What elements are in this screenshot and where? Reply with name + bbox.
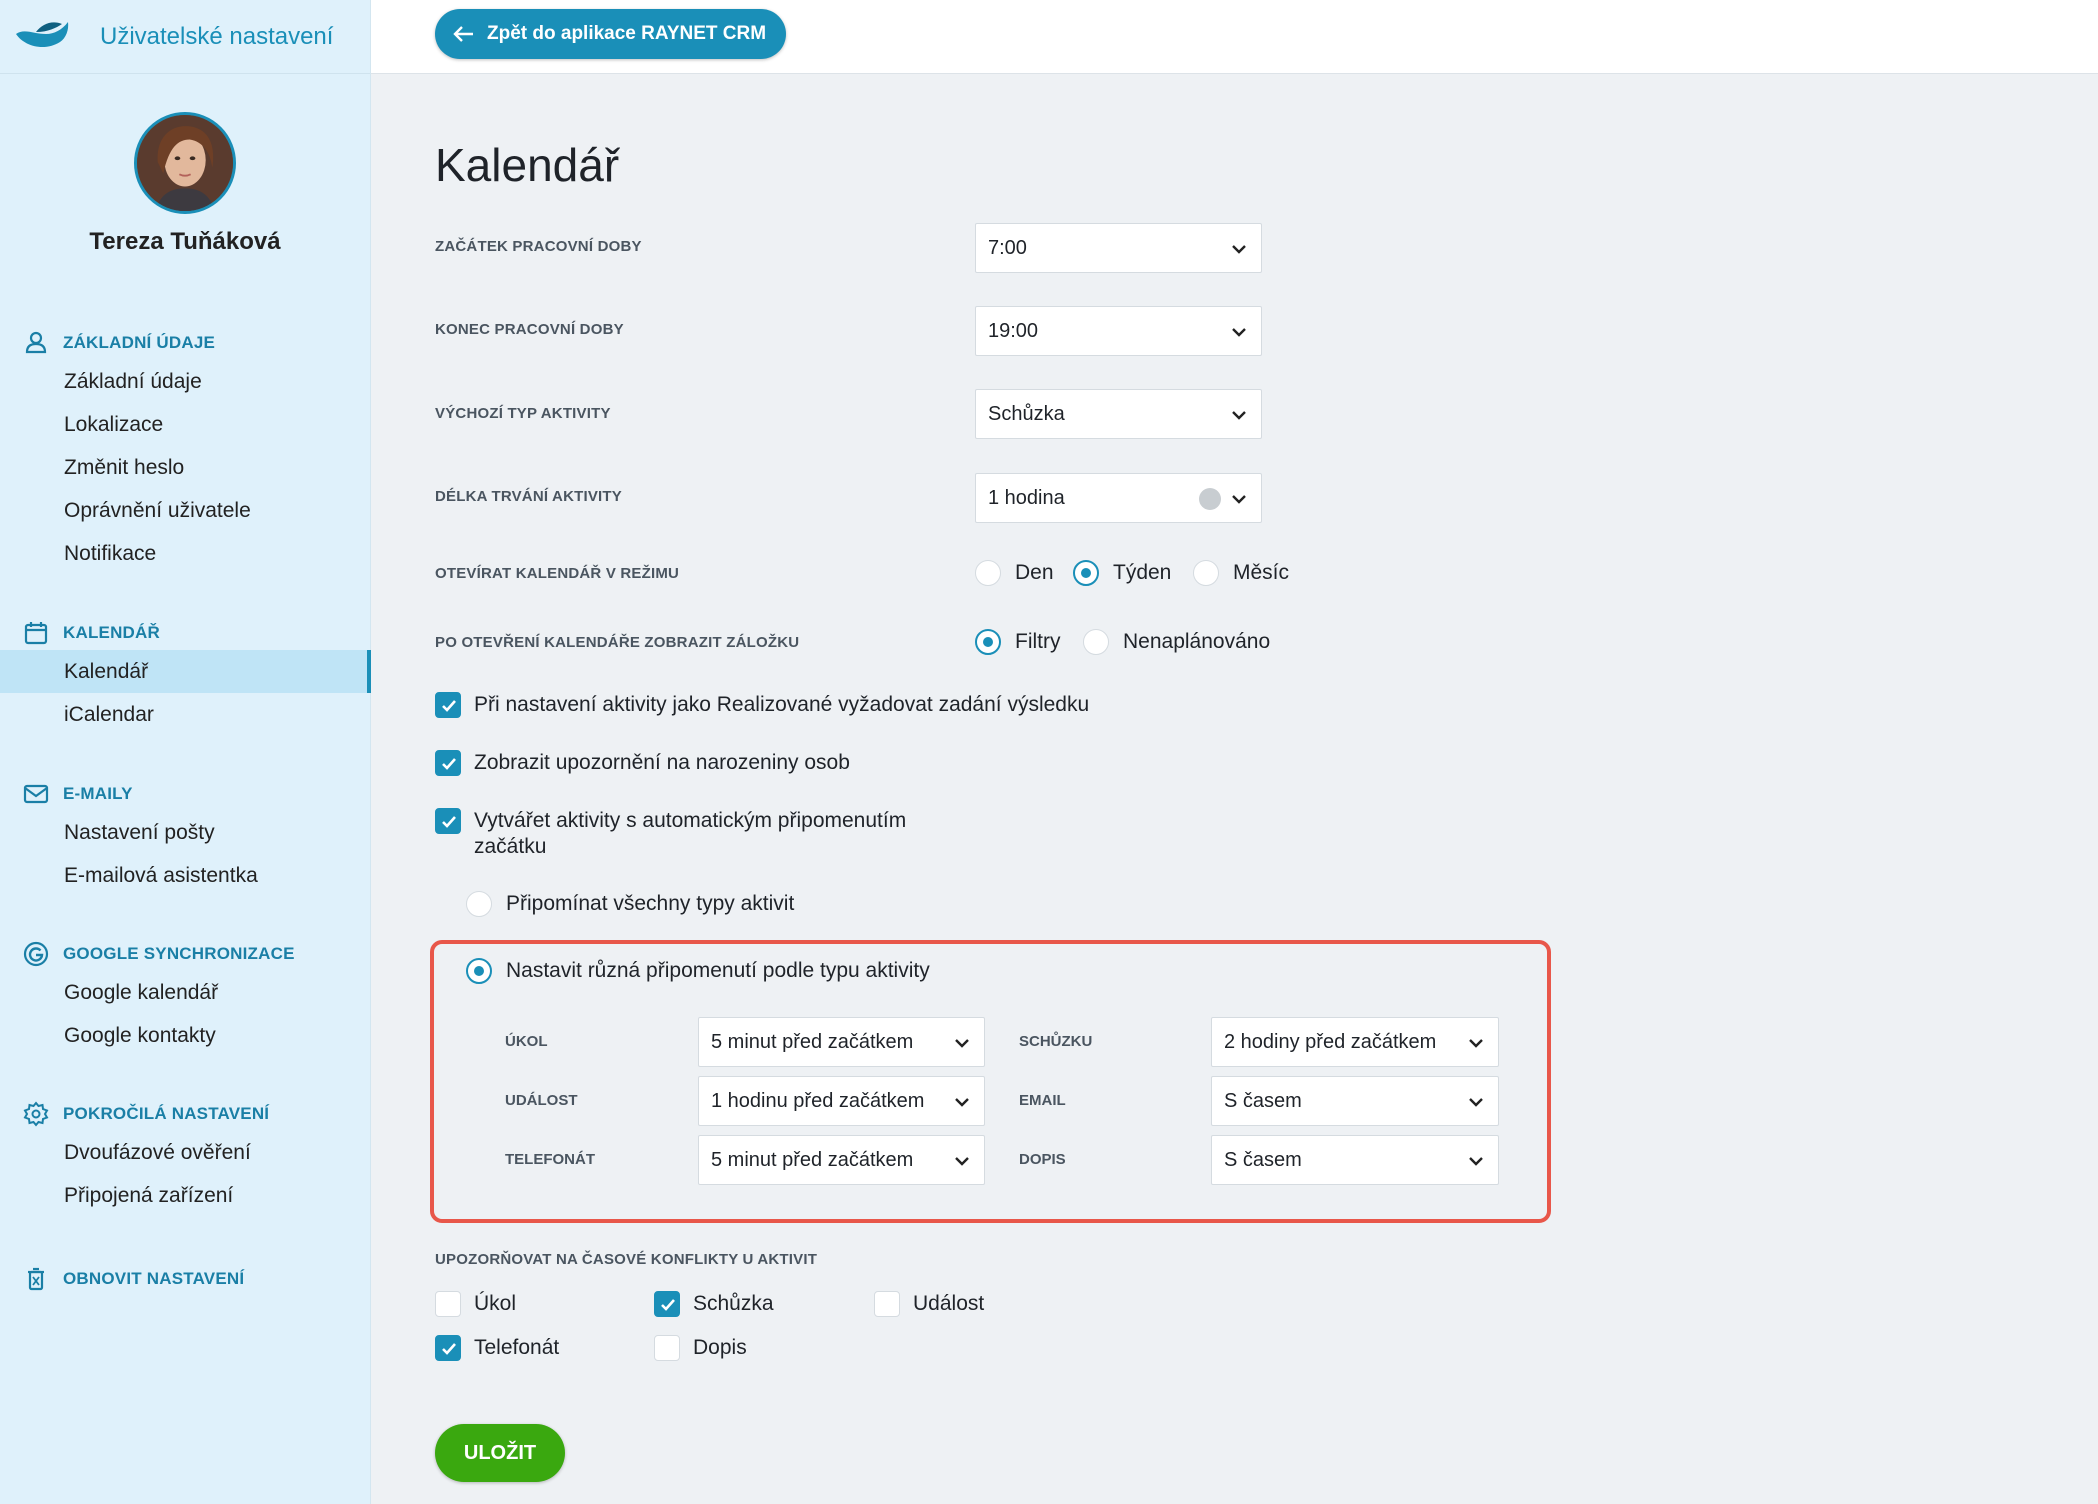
radio-label: Den — [1015, 561, 1054, 584]
reminder-ukol-label: ÚKOL — [505, 1033, 548, 1050]
work-end-value: 19:00 — [988, 319, 1039, 342]
open-mode-radio-month[interactable] — [1193, 560, 1289, 586]
radio-button[interactable] — [466, 891, 492, 917]
radio-label: Týden — [1113, 561, 1172, 584]
radio-button[interactable] — [975, 560, 1001, 586]
checkbox[interactable] — [435, 808, 461, 834]
reminder-dopis-label: DOPIS — [1019, 1151, 1066, 1168]
sidebar-section-basic — [0, 328, 371, 575]
app-title: Uživatelské nastavení — [100, 22, 334, 50]
conflicts-label: UPOZORŇOVAT NA ČASOVÉ KONFLIKTY U AKTIVIT — [435, 1251, 818, 1268]
sidebar-section-head-emails[interactable] — [0, 779, 371, 809]
conflict-schuzka-checkbox-row[interactable] — [654, 1291, 774, 1317]
sidebar-section-calendar — [0, 618, 371, 736]
checkbox-label: Schůzka — [693, 1292, 774, 1315]
radio-button[interactable] — [1083, 629, 1109, 655]
open-mode-label: OTEVÍRAT KALENDÁŘ V REŽIMU — [435, 565, 680, 582]
sidebar-section-head-calendar[interactable] — [0, 618, 371, 648]
default-type-select[interactable] — [975, 389, 1262, 439]
sidebar-item-zakladni-udaje[interactable]: Základní údaje — [64, 370, 202, 393]
save-button[interactable]: ULOŽIT — [435, 1424, 565, 1482]
radio-button[interactable] — [1193, 560, 1219, 586]
radio-button[interactable] — [1073, 560, 1099, 586]
reminder-ukol-select[interactable] — [698, 1017, 985, 1067]
open-tab-label: PO OTEVŘENÍ KALENDÁŘE ZOBRAZIT ZÁLOŽKU — [435, 634, 800, 651]
checkbox[interactable] — [654, 1335, 680, 1361]
sidebar-section-emails — [0, 779, 371, 897]
duration-select[interactable] — [975, 473, 1262, 523]
chevron-down-icon — [1466, 1092, 1486, 1112]
radio-label: Nenaplánováno — [1123, 630, 1271, 653]
back-to-app-label: Zpět do aplikace RAYNET CRM — [487, 23, 767, 44]
reminder-email-value: S časem — [1224, 1089, 1302, 1112]
open-tab-radio-filters[interactable] — [975, 629, 1061, 655]
sidebar-section-head-basic[interactable] — [0, 328, 371, 358]
reminder-email-select[interactable] — [1211, 1076, 1499, 1126]
checkbox[interactable] — [435, 750, 461, 776]
conflict-telefonat-checkbox-row[interactable] — [435, 1335, 559, 1361]
gear-icon — [22, 1100, 50, 1128]
chevron-down-icon — [952, 1092, 972, 1112]
sidebar-section-title: KALENDÁŘ — [63, 623, 160, 642]
work-end-label: KONEC PRACOVNÍ DOBY — [435, 321, 624, 338]
checkbox[interactable] — [435, 1291, 461, 1317]
sidebar-section-title: OBNOVIT NASTAVENÍ — [63, 1269, 245, 1288]
user-profile — [0, 74, 370, 256]
open-mode-radio-day[interactable] — [975, 560, 1054, 586]
work-start-select[interactable] — [975, 223, 1262, 273]
chevron-down-icon — [1229, 322, 1249, 342]
radio-label: Filtry — [1015, 630, 1061, 653]
sidebar — [0, 0, 371, 1504]
radio-label: Nastavit různá připomenutí podle typu aktivity — [506, 959, 930, 982]
birthdays-checkbox-row[interactable] — [435, 750, 850, 776]
conflict-ukol-checkbox-row[interactable] — [435, 1291, 516, 1317]
conflict-udalost-checkbox-row[interactable] — [874, 1291, 984, 1317]
reminder-udalost-select[interactable] — [698, 1076, 985, 1126]
reminder-dopis-select[interactable] — [1211, 1135, 1499, 1185]
require-result-checkbox-row[interactable] — [435, 692, 1089, 718]
radio-button[interactable] — [466, 958, 492, 984]
sidebar-item-zmenit-heslo[interactable]: Změnit heslo — [64, 456, 185, 479]
duration-value: 1 hodina — [988, 486, 1065, 509]
reminder-ukol-value: 5 minut před začátkem — [711, 1030, 914, 1053]
work-start-label: ZAČÁTEK PRACOVNÍ DOBY — [435, 238, 642, 255]
radio-label: Připomínat všechny typy aktivit — [506, 892, 795, 915]
sidebar-section-google — [0, 939, 371, 1057]
chevron-down-icon — [1229, 405, 1249, 425]
sidebar-section-head-advanced[interactable] — [0, 1099, 371, 1129]
checkmark-icon — [439, 754, 459, 774]
work-end-select[interactable] — [975, 306, 1262, 356]
chevron-down-icon — [1229, 489, 1249, 509]
avatar-portrait-icon — [137, 115, 233, 211]
checkbox[interactable] — [874, 1291, 900, 1317]
reminder-per-type-radio[interactable] — [466, 958, 930, 984]
checkbox-label: Událost — [913, 1292, 985, 1315]
checkbox[interactable] — [435, 692, 461, 718]
reminder-telefonat-label: TELEFONÁT — [505, 1151, 595, 1168]
topbar — [371, 0, 2098, 74]
reminder-udalost-label: UDÁLOST — [505, 1092, 578, 1109]
auto-reminder-checkbox-row[interactable] — [435, 808, 906, 860]
default-type-label: VÝCHOZÍ TYP AKTIVITY — [435, 405, 611, 422]
conflict-dopis-checkbox-row[interactable] — [654, 1335, 747, 1361]
user-name: Tereza Tuňáková — [89, 228, 281, 255]
reminder-telefonat-select[interactable] — [698, 1135, 985, 1185]
open-tab-radio-unscheduled[interactable] — [1083, 629, 1270, 655]
chevron-down-icon — [1466, 1033, 1486, 1053]
sidebar-item-pripojena-zarizeni[interactable]: Připojená zařízení — [64, 1184, 234, 1207]
checkbox-label — [474, 808, 906, 860]
sidebar-item-notifikace[interactable]: Notifikace — [64, 542, 157, 565]
sidebar-section-title: E-MAILY — [63, 784, 133, 803]
checkbox[interactable] — [654, 1291, 680, 1317]
checkbox-label: Při nastavení aktivity jako Realizované vyžadovat zadání výsledku — [474, 693, 1090, 716]
back-to-app-button[interactable] — [435, 9, 786, 59]
sidebar-header — [0, 0, 370, 74]
mail-icon — [22, 780, 50, 808]
arrow-left-icon — [451, 21, 477, 47]
sidebar-item-nastaveni-posty[interactable]: Nastavení pošty — [64, 821, 215, 844]
sidebar-section-title: POKROČILÁ NASTAVENÍ — [63, 1104, 270, 1123]
calendar-icon — [22, 619, 50, 647]
raynet-logo-icon[interactable] — [14, 20, 70, 54]
chevron-down-icon — [952, 1033, 972, 1053]
sidebar-item-emailova-asistentka[interactable]: E-mailová asistentka — [64, 864, 258, 887]
clear-value-icon[interactable] — [1199, 488, 1221, 510]
reminder-dopis-value: S časem — [1224, 1148, 1302, 1171]
checkbox[interactable] — [435, 1335, 461, 1361]
reminder-schuzku-value: 2 hodiny před začátkem — [1224, 1030, 1437, 1053]
sidebar-section-title: GOOGLE SYNCHRONIZACE — [63, 944, 295, 963]
reminder-schuzku-select[interactable] — [1211, 1017, 1499, 1067]
sidebar-section-head-google[interactable] — [0, 939, 371, 969]
checkmark-icon — [439, 812, 459, 832]
reminder-udalost-value: 1 hodinu před začátkem — [711, 1089, 925, 1112]
work-start-value: 7:00 — [988, 236, 1027, 259]
checkbox-label: Úkol — [474, 1292, 517, 1315]
reminder-schuzku-label: SCHŮZKU — [1019, 1033, 1093, 1050]
checkbox-label-line2: začátku — [474, 835, 547, 858]
trash-icon — [22, 1265, 50, 1293]
radio-button[interactable] — [975, 629, 1001, 655]
chevron-down-icon — [1466, 1151, 1486, 1171]
checkbox-label: Zobrazit upozornění na narozeniny osob — [474, 751, 850, 774]
user-icon — [22, 329, 50, 357]
avatar[interactable] — [134, 112, 236, 214]
sidebar-item-google-kalendar[interactable]: Google kalendář — [64, 981, 219, 1004]
sidebar-item-lokalizace[interactable]: Lokalizace — [64, 413, 164, 436]
sidebar-section-advanced — [0, 1099, 371, 1217]
checkbox-label: Dopis — [693, 1336, 747, 1359]
chevron-down-icon — [1229, 239, 1249, 259]
checkbox-label-line1: Vytvářet aktivity s automatickým připomenutím — [474, 809, 907, 832]
radio-label: Měsíc — [1233, 561, 1290, 584]
checkmark-icon — [439, 1339, 459, 1359]
sidebar-item-opravneni[interactable]: Oprávnění uživatele — [64, 499, 251, 522]
chevron-down-icon — [952, 1151, 972, 1171]
sidebar-section-title: ZÁKLADNÍ ÚDAJE — [63, 333, 216, 352]
checkbox-label: Telefonát — [474, 1336, 560, 1359]
sidebar-section-head-reset[interactable] — [0, 1264, 371, 1294]
duration-label: DÉLKA TRVÁNÍ AKTIVITY — [435, 488, 622, 505]
google-icon — [22, 940, 50, 968]
checkmark-icon — [658, 1295, 678, 1315]
default-type-value: Schůzka — [988, 402, 1065, 425]
sidebar-item-google-kontakty[interactable]: Google kontakty — [64, 1024, 216, 1047]
sidebar-item-dvoufazove-overeni[interactable]: Dvoufázové ověření — [64, 1141, 251, 1164]
sidebar-item-kalendar[interactable]: Kalendář — [0, 650, 371, 693]
sidebar-section-reset — [0, 1264, 371, 1294]
reminder-telefonat-value: 5 minut před začátkem — [711, 1148, 914, 1171]
open-mode-radio-week[interactable] — [1073, 560, 1171, 586]
checkmark-icon — [439, 696, 459, 716]
reminder-email-label: EMAIL — [1019, 1092, 1066, 1109]
page-title: Kalendář — [435, 139, 620, 191]
reminder-all-radio[interactable] — [466, 891, 794, 917]
sidebar-item-icalendar[interactable]: iCalendar — [64, 703, 154, 726]
